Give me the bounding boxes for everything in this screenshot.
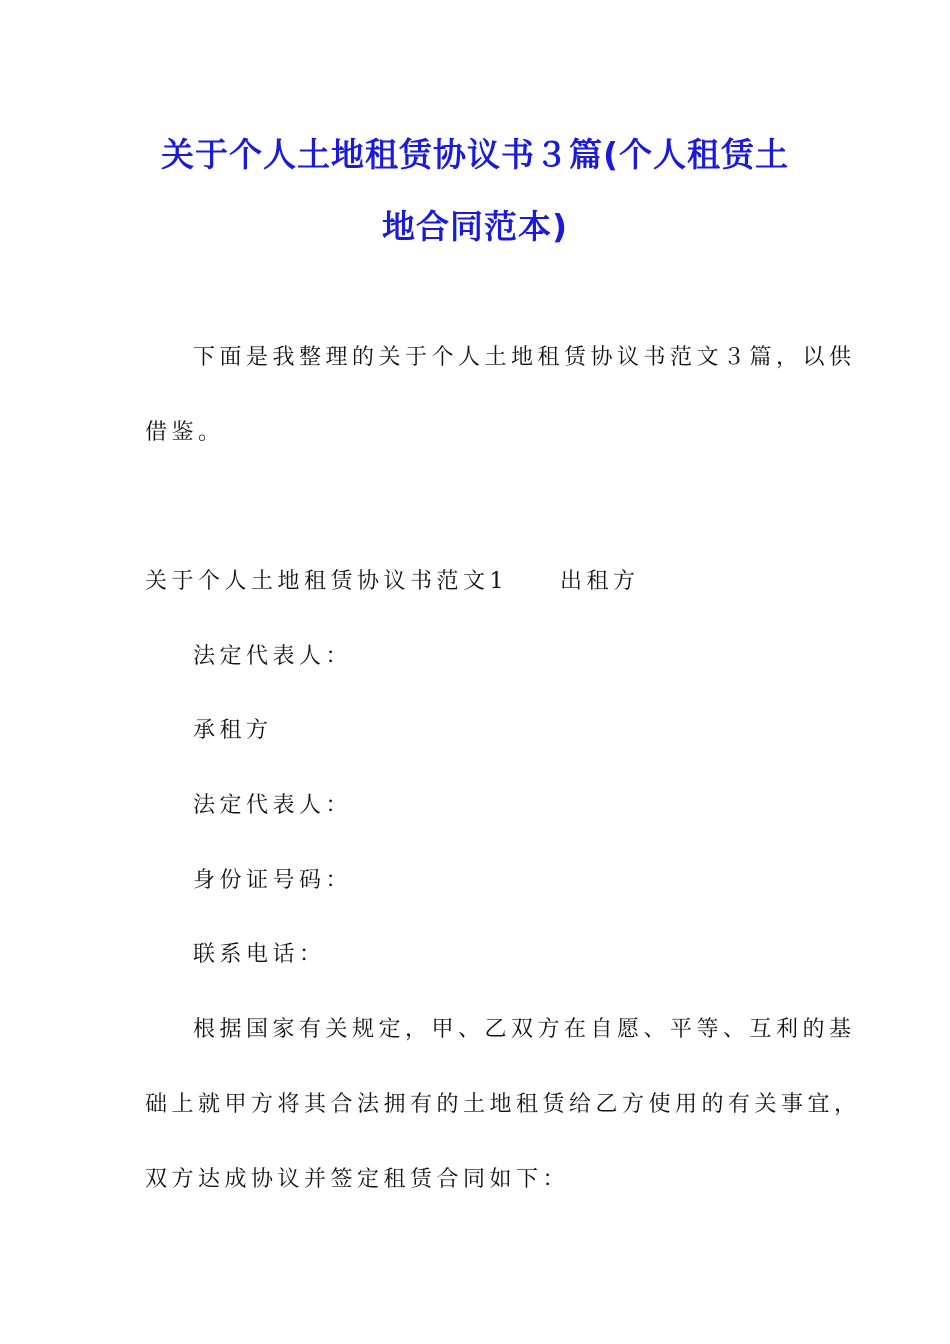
intro-paragraph-line-2: 借鉴。 — [145, 420, 225, 445]
body-paragraph-line-2: 础上就甲方将其合法拥有的土地租赁给乙方使用的有关事宜， — [145, 1092, 861, 1117]
section-heading: 关于个人土地租赁协议书范文1 — [145, 569, 508, 594]
body-paragraph-line-1: 根据国家有关规定，甲、乙双方在自愿、平等、互利的基 — [193, 1017, 856, 1042]
lessee-representative-field: 法定代表人： — [193, 793, 353, 818]
id-number-field: 身份证号码： — [193, 868, 353, 893]
document-title-line-1: 关于个人土地租赁协议书３篇(个人租赁土 — [160, 135, 790, 174]
lessor-label: 出租方 — [560, 569, 640, 594]
section-heading-row — [145, 567, 640, 597]
body-paragraph-line-3: 双方达成协议并签定租赁合同如下： — [145, 1167, 570, 1192]
lessor-representative-field: 法定代表人： — [193, 644, 353, 669]
document-title-line-2: 地合同范本) — [381, 207, 569, 246]
phone-field: 联系电话： — [193, 942, 326, 967]
lessee-label: 承租方 — [193, 718, 273, 743]
intro-paragraph-line-1: 下面是我整理的关于个人土地租赁协议书范文３篇，以供 — [193, 345, 856, 370]
